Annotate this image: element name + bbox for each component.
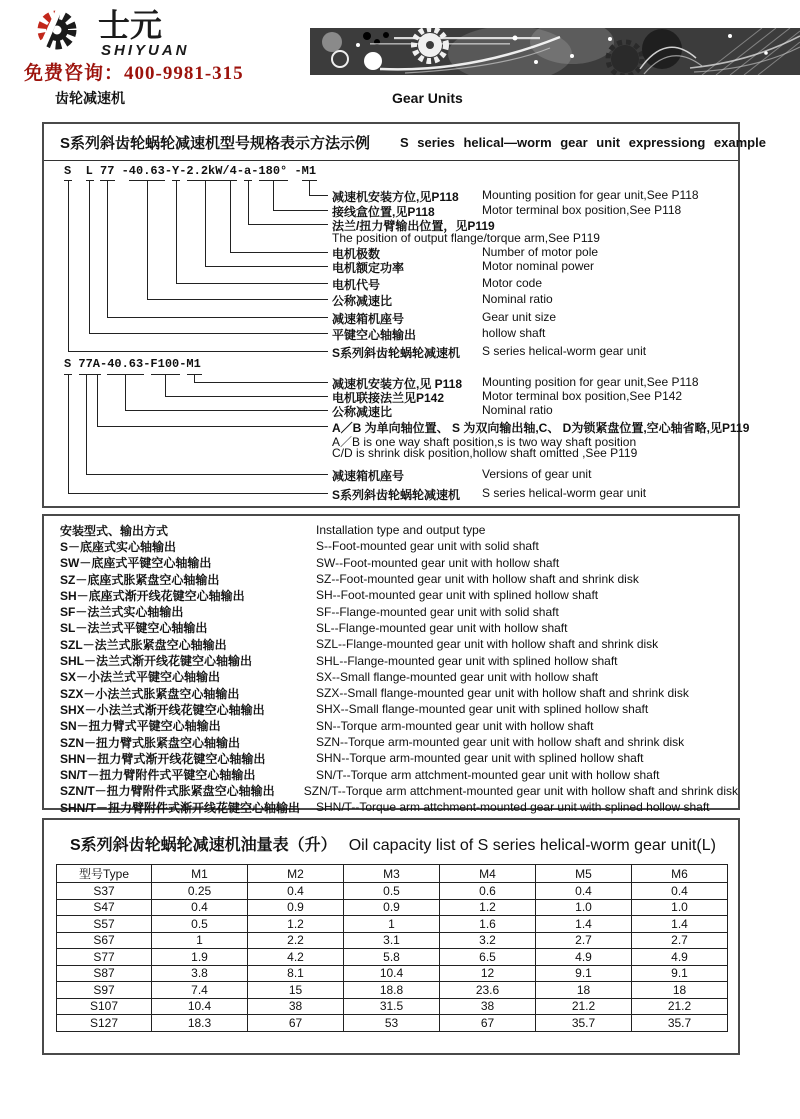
code1-label-en: Motor terminal box position,See P118 <box>482 203 682 217</box>
installation-row <box>60 783 738 799</box>
installation-cn: SL－法兰式平键空心轴输出 <box>60 621 208 636</box>
brand-cn: 士元 <box>98 7 163 43</box>
installation-en: SW--Foot-mounted gear unit with hollow shaft <box>316 555 560 570</box>
value-cell: 35.7 <box>536 1015 632 1032</box>
model-cell: S77 <box>57 949 152 966</box>
installation-en: SZL--Flange-mounted gear unit with hollow shaft and shrink disk <box>316 637 659 652</box>
value-cell: 10.4 <box>344 965 440 982</box>
oil-capacity-table <box>56 864 728 1032</box>
installation-row <box>60 555 738 571</box>
value-cell: 67 <box>440 1015 536 1032</box>
installation-row <box>60 603 738 619</box>
value-cell: 18 <box>536 982 632 999</box>
table-row <box>57 932 728 949</box>
installation-en: SHN--Torque arm-mounted gear unit with splined hollow shaft <box>316 751 644 766</box>
installation-row <box>60 669 738 685</box>
installation-en: S--Foot-mounted gear unit with solid shaft <box>316 539 539 554</box>
value-cell: 1.4 <box>536 916 632 933</box>
installation-cn: SW－底座式平键空心轴输出 <box>60 556 212 571</box>
code1-label-en: Motor nominal power <box>482 259 595 273</box>
value-cell: 23.6 <box>440 982 536 999</box>
value-cell: 9.1 <box>632 965 728 982</box>
value-cell: 0.4 <box>248 883 344 900</box>
connector-line <box>68 181 328 352</box>
code2-label-cn: A／B 为单向轴位置、 S 为双向输出轴,C、 D为锁紧盘位置,空心轴省略,见P119 <box>332 421 750 435</box>
value-cell: 0.4 <box>536 883 632 900</box>
column-header: M3 <box>344 865 440 883</box>
value-cell: 18 <box>632 982 728 999</box>
value-cell: 0.4 <box>632 883 728 900</box>
value-cell: 67 <box>248 1015 344 1032</box>
value-cell: 2.2 <box>248 932 344 949</box>
installation-row <box>60 636 738 652</box>
installation-row <box>60 522 738 538</box>
table-row <box>57 916 728 933</box>
code2-label-en: A／B is one way shaft position,s is two way shaft position <box>332 435 637 449</box>
model-cell: S87 <box>57 965 152 982</box>
installation-cn: SHX－小法兰式渐开线花键空心轴输出 <box>60 702 265 717</box>
value-cell: 1.9 <box>152 949 248 966</box>
value-cell: 10.4 <box>152 998 248 1015</box>
oil-capacity-section <box>42 818 740 1055</box>
installation-en: SHX--Small flange-mounted gear unit with splined hollow shaft <box>316 702 649 717</box>
value-cell: 1.0 <box>632 899 728 916</box>
gear-logo-icon <box>26 2 246 60</box>
value-cell: 4.2 <box>248 949 344 966</box>
table-row <box>57 965 728 982</box>
installation-en: SF--Flange-mounted gear unit with solid shaft <box>316 604 559 619</box>
installation-en: SZN/T--Torque arm attchment-mounted gear unit with hollow shaft and shrink disk <box>303 783 738 798</box>
value-cell: 0.6 <box>440 883 536 900</box>
code2-label-cn: 电机联接法兰见P142 <box>332 391 445 405</box>
table-row <box>57 883 728 900</box>
installation-cn: SN－扭力臂式平键空心轴输出 <box>60 719 221 734</box>
page-title-en: Gear Units <box>392 90 463 106</box>
value-cell: 1.2 <box>440 899 536 916</box>
code1-label-en: Motor code <box>482 276 543 290</box>
installation-en: SZX--Small flange-mounted gear unit with hollow shaft and shrink disk <box>316 686 689 701</box>
installation-cn: SHN－扭力臂式渐开线花键空心轴输出 <box>60 751 266 766</box>
installation-en: SZ--Foot-mounted gear unit with hollow shaft and shrink disk <box>316 572 639 587</box>
value-cell: 5.8 <box>344 949 440 966</box>
value-cell: 1 <box>152 932 248 949</box>
value-cell: 0.5 <box>152 916 248 933</box>
value-cell: 0.25 <box>152 883 248 900</box>
code1-label-cn: 电机极数 <box>332 247 381 261</box>
model-cell: S37 <box>57 883 152 900</box>
value-cell: 31.5 <box>344 998 440 1015</box>
value-cell: 3.2 <box>440 932 536 949</box>
table-row <box>57 1015 728 1032</box>
installation-type-section <box>42 514 740 815</box>
installation-row <box>60 587 738 603</box>
column-header: M4 <box>440 865 536 883</box>
model-cell: S107 <box>57 998 152 1015</box>
installation-row <box>60 734 738 750</box>
installation-cn: SHN/T－扭力臂附件式渐开线花键空心轴输出 <box>60 800 301 815</box>
value-cell: 1.6 <box>440 916 536 933</box>
code2-label-en: C/D is shrink disk position,hollow shaft omitted ,See P119 <box>332 446 638 460</box>
code1-label-cn: 电机额定功率 <box>332 261 405 275</box>
value-cell: 21.2 <box>536 998 632 1015</box>
table-row <box>57 982 728 999</box>
value-cell: 38 <box>440 998 536 1015</box>
value-cell: 3.8 <box>152 965 248 982</box>
hotline-number: 免费咨询：400-9981-315 <box>24 63 244 84</box>
installation-en: SX--Small flange-mounted gear unit with hollow shaft <box>316 669 599 684</box>
connector-line <box>68 375 328 494</box>
code2-label-cn: 减速箱机座号 <box>332 469 405 483</box>
table-row <box>57 949 728 966</box>
value-cell: 53 <box>344 1015 440 1032</box>
section1-title-cn: S系列斜齿轮蜗轮减速机型号规格表示方法示例 <box>60 135 371 152</box>
value-cell: 1.0 <box>536 899 632 916</box>
installation-cn: SF－法兰式实心轴输出 <box>60 605 184 620</box>
column-header: M2 <box>248 865 344 883</box>
value-cell: 3.1 <box>344 932 440 949</box>
value-cell: 38 <box>248 998 344 1015</box>
installation-cn: SHL－法兰式渐开线花键空心轴输出 <box>60 654 253 669</box>
value-cell: 1.2 <box>248 916 344 933</box>
value-cell: 18.8 <box>344 982 440 999</box>
installation-row <box>60 766 738 782</box>
banner-graphic <box>310 28 800 75</box>
oil-table-title-cn: S系列斜齿轮蜗轮减速机油量表（升） <box>70 837 337 854</box>
code2-label-cn: 减速机安装方位,见 P118 <box>332 377 463 391</box>
code1-label-en: The position of output flange/torque arm,See P119 <box>332 231 600 245</box>
installation-en: SZN--Torque arm-mounted gear unit with hollow shaft and shrink disk <box>316 735 685 749</box>
value-cell: 15 <box>248 982 344 999</box>
installation-en: Installation type and output type <box>316 523 486 538</box>
code1-label-cn: 公称减速比 <box>332 294 393 308</box>
installation-cn: S－底座式实心轴输出 <box>60 539 177 554</box>
column-header: 型号Type <box>57 865 152 883</box>
model-cell: S57 <box>57 916 152 933</box>
value-cell: 0.5 <box>344 883 440 900</box>
value-cell: 18.3 <box>152 1015 248 1032</box>
code1-label-en: Mounting position for gear unit,See P118 <box>482 188 699 202</box>
installation-row <box>60 538 738 554</box>
model-cell: S47 <box>57 899 152 916</box>
code1-label-cn: 法兰/扭力臂输出位置，见P119 <box>332 219 495 233</box>
code1-label-en: hollow shaft <box>482 326 546 340</box>
code2-label-en: Versions of gear unit <box>482 467 592 481</box>
model-cell: S127 <box>57 1015 152 1032</box>
code1-label-cn: 接线盒位置,见P118 <box>332 205 435 219</box>
section1-title-en: S series helical—worm gear unit expressiong example <box>400 135 766 150</box>
installation-en: SL--Flange-mounted gear unit with hollow shaft <box>316 620 568 635</box>
value-cell: 0.4 <box>152 899 248 916</box>
table-header-row <box>57 865 728 883</box>
code1-label-cn: 减速箱机座号 <box>332 312 405 326</box>
value-cell: 6.5 <box>440 949 536 966</box>
model-example-section <box>42 122 766 508</box>
oil-table-title-en: Oil capacity list of S series helical-worm gear unit(L) <box>348 837 716 854</box>
installation-cn: SZX－小法兰式胀紧盘空心轴输出 <box>60 686 240 701</box>
installation-en: SH--Foot-mounted gear unit with splined hollow shaft <box>316 588 599 603</box>
installation-en: SN/T--Torque arm attchment-mounted gear unit with hollow shaft <box>316 767 660 782</box>
installation-row <box>60 701 738 717</box>
installation-row <box>60 799 738 815</box>
model-code-1: S L 77 -40.63-Y-2.2kW/4-a-180° -M1 <box>64 164 317 178</box>
code1-label-en: Nominal ratio <box>482 292 553 306</box>
model-cell: S97 <box>57 982 152 999</box>
value-cell: 12 <box>440 965 536 982</box>
installation-cn: SZN/T－扭力臂附件式胀紧盘空心轴输出 <box>60 784 275 799</box>
table-row <box>57 998 728 1015</box>
installation-cn: 安装型式、输出方式 <box>60 523 169 538</box>
oil-table-title <box>70 832 716 855</box>
value-cell: 4.9 <box>632 949 728 966</box>
code2-label-cn: 公称减速比 <box>332 405 393 419</box>
code1-label-en: S series helical-worm gear unit <box>482 344 647 358</box>
value-cell: 0.9 <box>248 899 344 916</box>
value-cell: 0.9 <box>344 899 440 916</box>
value-cell: 8.1 <box>248 965 344 982</box>
value-cell: 2.7 <box>632 932 728 949</box>
installation-row <box>60 685 738 701</box>
column-header: M1 <box>152 865 248 883</box>
value-cell: 7.4 <box>152 982 248 999</box>
value-cell: 2.7 <box>536 932 632 949</box>
table-row <box>57 899 728 916</box>
value-cell: 4.9 <box>536 949 632 966</box>
installation-en: SN--Torque arm-mounted gear unit with hollow shaft <box>316 718 594 733</box>
code2-label-cn: S系列斜齿轮蜗轮减速机 <box>332 488 461 502</box>
value-cell: 35.7 <box>632 1015 728 1032</box>
installation-en: SHL--Flange-mounted gear unit with splined hollow shaft <box>316 653 618 668</box>
code2-label-en: S series helical-worm gear unit <box>482 486 647 500</box>
installation-row <box>60 750 738 766</box>
value-cell: 9.1 <box>536 965 632 982</box>
installation-row <box>60 571 738 587</box>
code2-label-en: Mounting position for gear unit,See P118 <box>482 375 699 389</box>
code2-label-en: Motor terminal box position,See P142 <box>482 389 683 403</box>
code1-label-en: Gear unit size <box>482 310 557 324</box>
installation-cn: SH－底座式渐开线花键空心轴输出 <box>60 588 245 603</box>
installation-cn: SN/T－扭力臂附件式平键空心轴输出 <box>60 768 256 783</box>
installation-cn: SX－小法兰式平键空心轴输出 <box>60 670 221 685</box>
value-cell: 1 <box>344 916 440 933</box>
code1-label-cn: 平键空心轴输出 <box>332 328 417 342</box>
code1-label-cn: 电机代号 <box>332 278 381 292</box>
column-header: M6 <box>632 865 728 883</box>
code2-label-en: Nominal ratio <box>482 403 553 417</box>
model-cell: S67 <box>57 932 152 949</box>
installation-en: SHN/T--Torque arm attchment-mounted gear unit with splined hollow shaft <box>316 800 710 815</box>
installation-row <box>60 620 738 636</box>
title-separator <box>44 160 738 161</box>
code1-label-cn: 减速机安装方位,见P118 <box>332 190 459 204</box>
code1-label-cn: S系列斜齿轮蜗轮减速机 <box>332 346 461 360</box>
installation-cn: SZL－法兰式胀紧盘空心轴输出 <box>60 637 227 652</box>
brand-en: SHIYUAN <box>101 42 190 59</box>
column-header: M5 <box>536 865 632 883</box>
value-cell: 21.2 <box>632 998 728 1015</box>
installation-cn: SZ－底座式胀紧盘空心轴输出 <box>60 572 220 587</box>
model-code-2: S 77A-40.63-F100-M1 <box>64 357 201 371</box>
installation-row <box>60 718 738 734</box>
installation-cn: SZN－扭力臂式胀紧盘空心轴输出 <box>60 735 241 750</box>
code1-label-en: Number of motor pole <box>482 245 599 259</box>
page-title-cn: 齿轮减速机 <box>55 90 125 106</box>
installation-row <box>60 652 738 668</box>
value-cell: 1.4 <box>632 916 728 933</box>
